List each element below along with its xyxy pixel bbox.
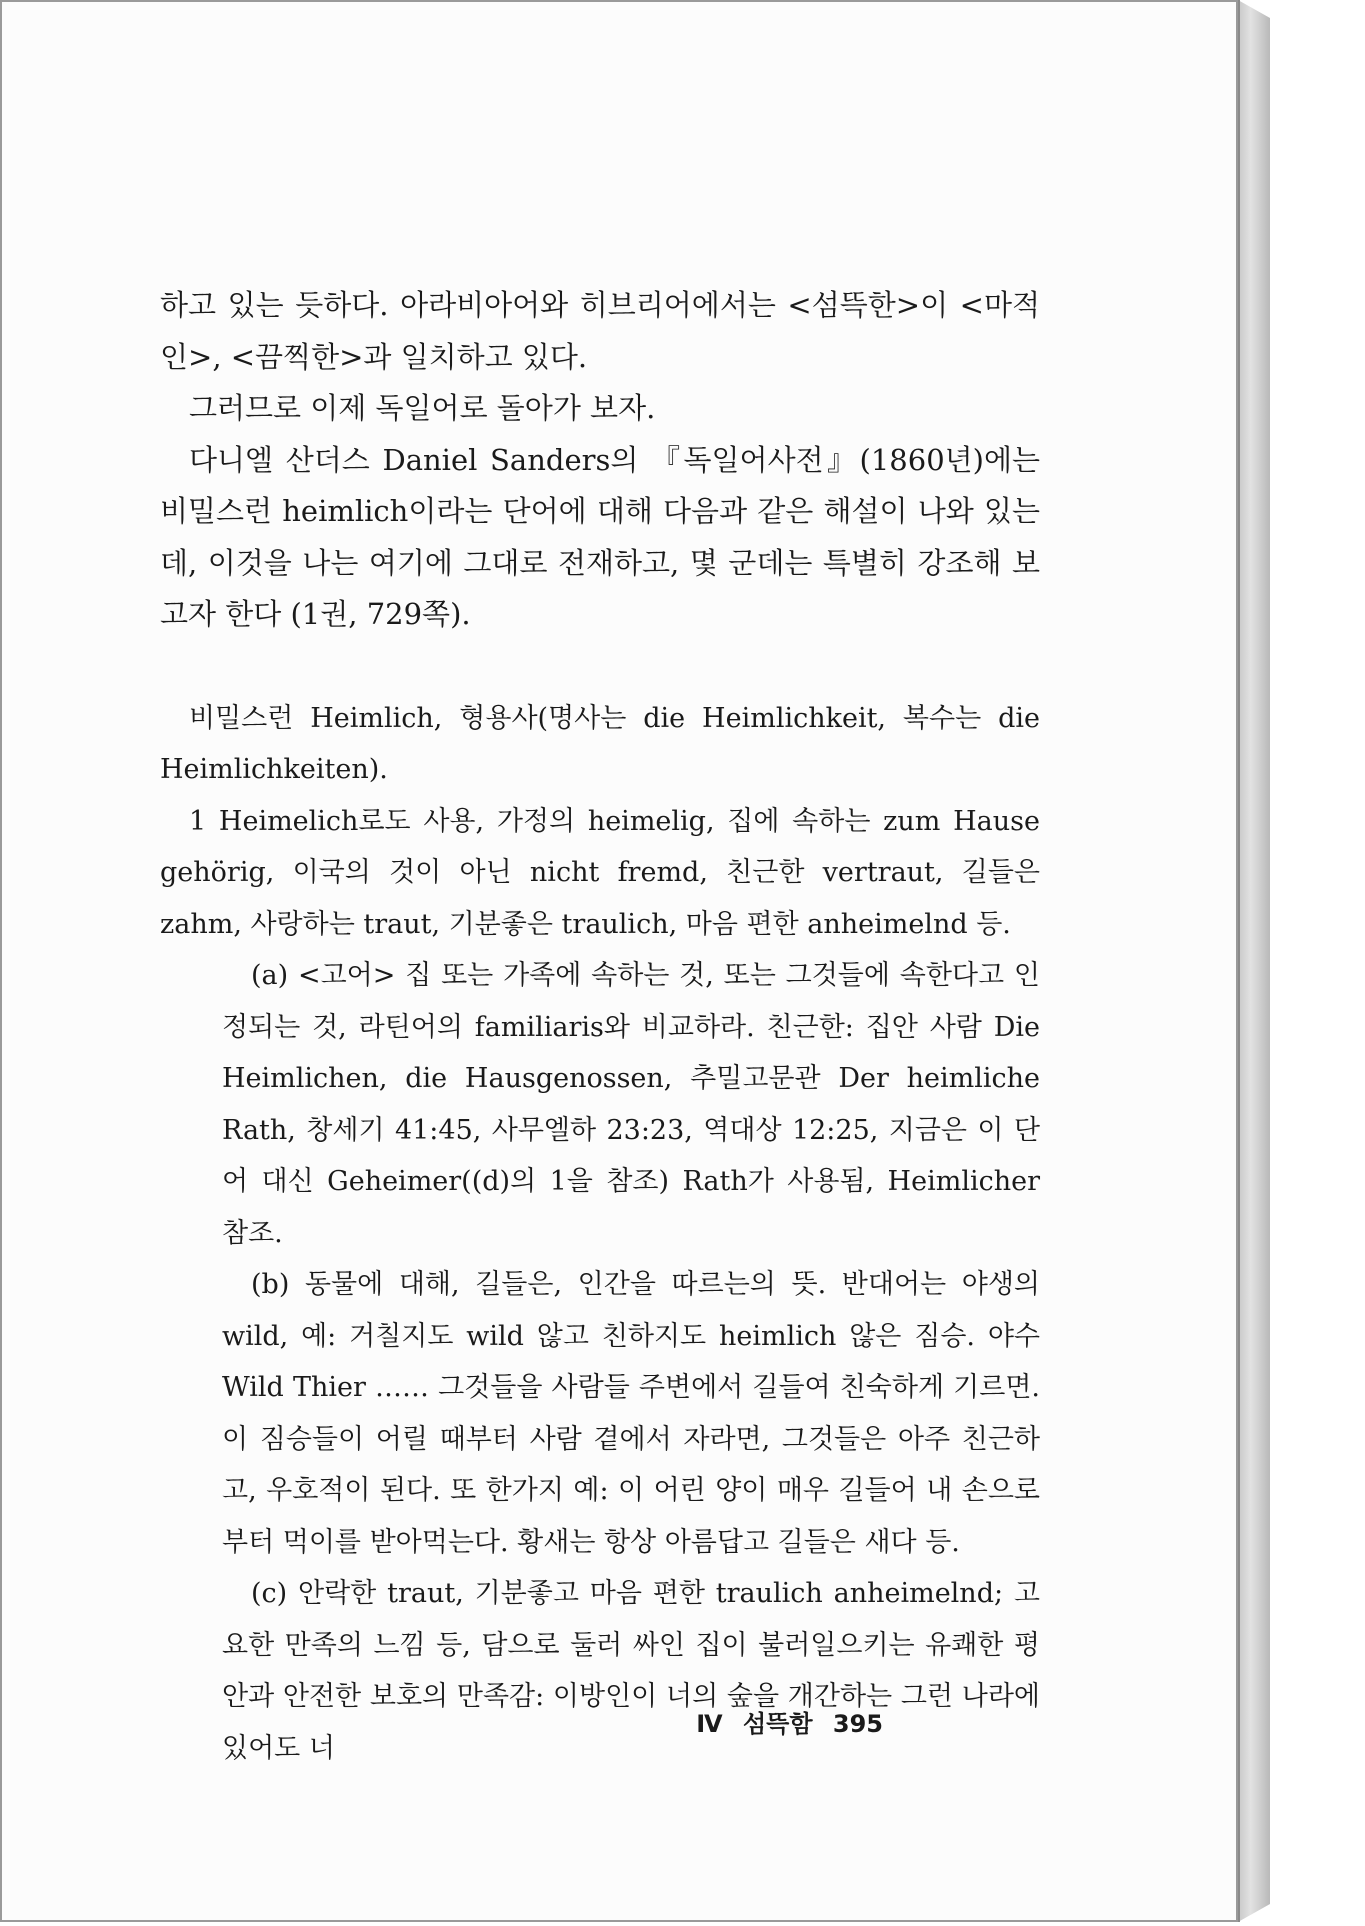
- chapter-number: Ⅳ: [696, 1710, 723, 1738]
- paragraph-3: 다니엘 산더스 Daniel Sanders의 『독일어사전』(1860년)에는 비밀스런 heimlich이라는 단어에 대해 다음과 같은 해설이 나와 있는데, 이것을 나는 여기에 그대로 전재하고, 몇 군데는 특별히 강조해 보고자 한다 (1권, 729쪽).: [160, 442, 1040, 631]
- quote-sub-a: (a) <고어> 집 또는 가족에 속하는 것, 또는 그것들에 속한다고 인정되는 것, 라틴어의 familiaris와 비교하라. 친근한: 집안 사람 Die Heimlichen, die Hausgenossen, 추밀고문관 Der heimliche Rath, 창세기 41:45, 사무엘하 23:23, 역대상 12:25, 지금은 이 단어 대신 Geheimer((d)의 1을 참조) Rath가 사용됨, Heimlicher 참조.: [222, 960, 1040, 1249]
- page-number: 395: [832, 1710, 883, 1738]
- paragraph-1: 하고 있는 듯하다. 아라비아어와 히브리어에서는 <섬뜩한>이 <마적인>, <끔찍한>과 일치하고 있다.: [160, 288, 1040, 374]
- page-text: [160, 280, 1040, 1774]
- page-edge-line: [1238, 0, 1270, 1922]
- page-footer: [696, 1704, 883, 1739]
- quote-sub-b: (b) 동물에 대해, 길들은, 인간을 따르는의 뜻. 반대어는 야생의 wild, 예: 거칠지도 wild 않고 친하지도 heimlich 않은 짐승. 야수 Wild Thier …… 그것들을 사람들 주변에서 길들여 친숙하게 기르면. 이 짐승들이 어릴 때부터 사람 곁에서 자라면, 그것들은 아주 친근하고, 우호적이 된다. 또 한가지 예: 이 어린 양이 매우 길들어 내 손으로부터 먹이를 받아먹는다. 황새는 항상 아름답고 길들은 새다 등.: [222, 1269, 1040, 1558]
- dictionary-quote: [160, 693, 1040, 1775]
- section-title: 섬뜩함: [742, 1710, 813, 1738]
- quote-entry: 비밀스런 Heimlich, 형용사(명사는 die Heimlichkeit, 복수는 die Heimlichkeiten).: [160, 702, 1040, 785]
- quote-item-1: 1 Heimelich로도 사용, 가정의 heimelig, 집에 속하는 zum Hause gehörig, 이국의 것이 아닌 nicht fremd, 친근한 vertraut, 길들은 zahm, 사랑하는 traut, 기분좋은 traulich, 마음 편한 anheimelnd 등.: [160, 805, 1040, 940]
- paragraph-2: 그러므로 이제 독일어로 돌아가 보자.: [189, 391, 656, 425]
- quote-sub-c: (c) 안락한 traut, 기분좋고 마음 편한 traulich anheimelnd; 고요한 만족의 느낌 등, 담으로 둘러 싸인 집이 불러일으키는 유쾌한 평안과 안전한 보호의 만족감: 이방인이 너의 숲을 개간하는 그런 나라에 있어도 너: [222, 1578, 1040, 1764]
